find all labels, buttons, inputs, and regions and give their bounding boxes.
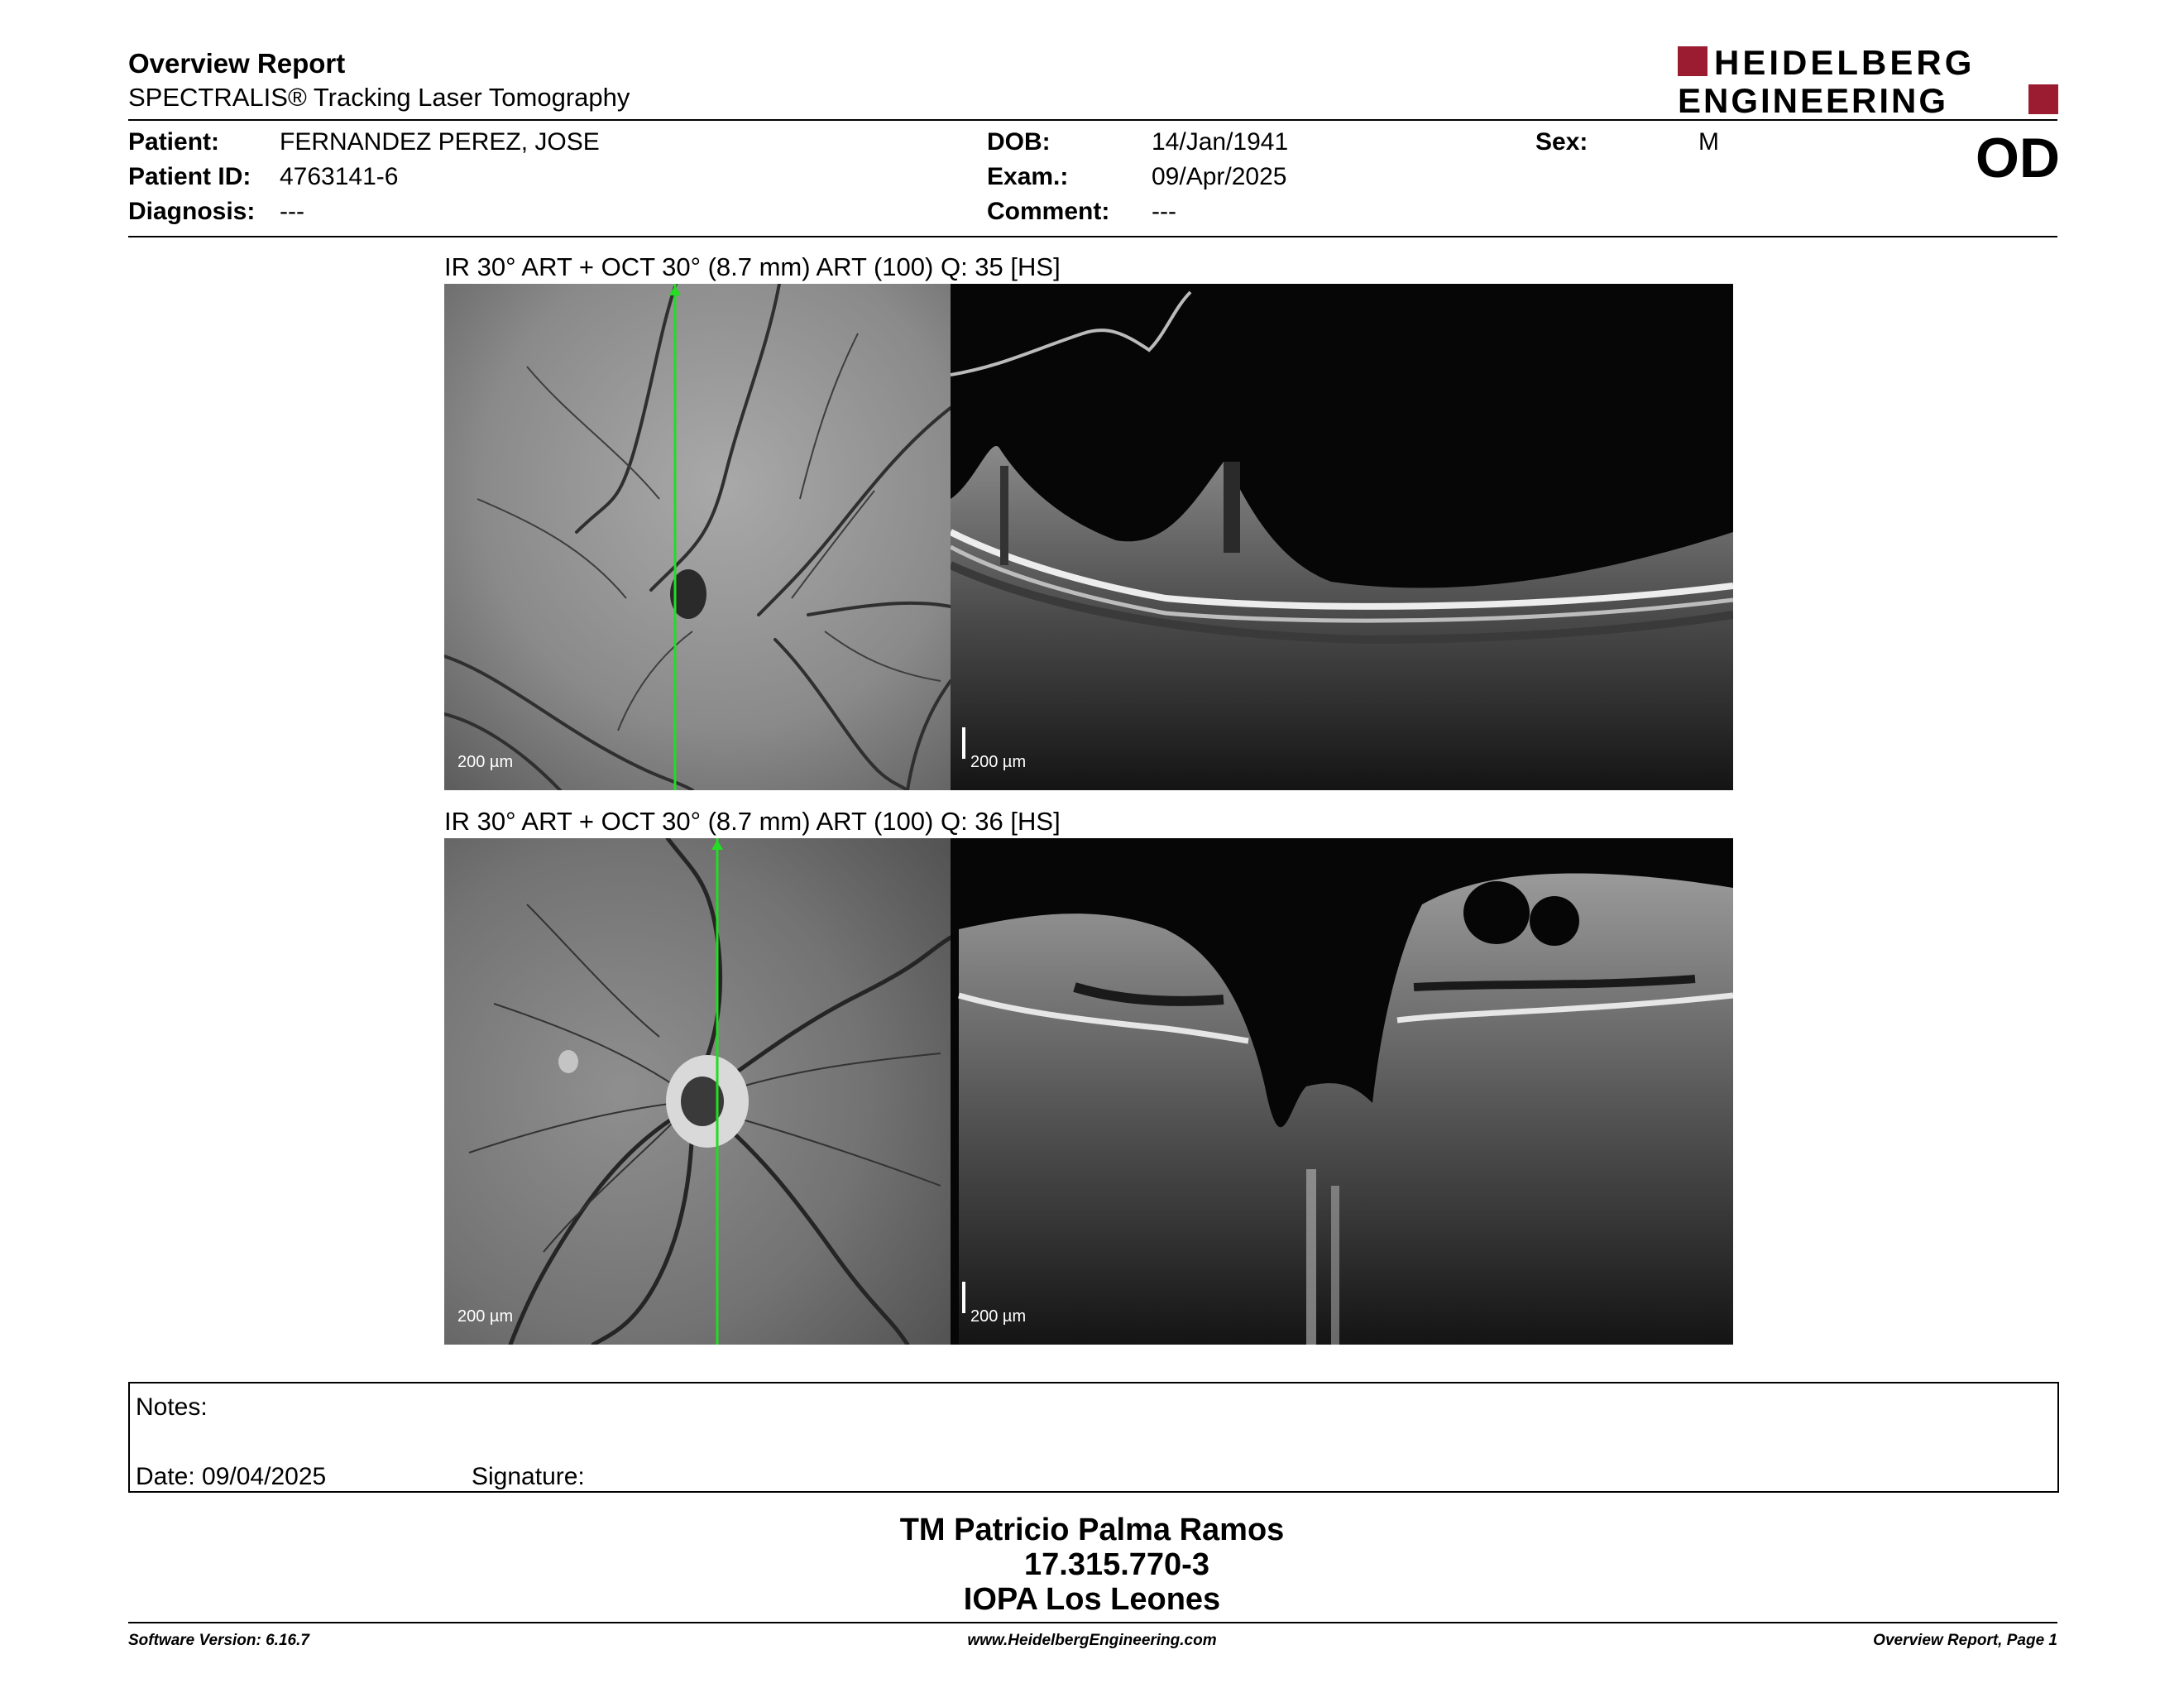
patient-name: FERNANDEZ PEREZ, JOSE <box>280 128 600 156</box>
fundus-image <box>444 284 951 790</box>
notes-box[interactable] <box>128 1382 2059 1493</box>
signer-name: TM Patricio Palma Ramos <box>899 1513 1285 1547</box>
patient-id-label: Patient ID: <box>128 163 251 190</box>
diagnosis-label: Diagnosis: <box>128 198 256 225</box>
dob-value: 14/Jan/1941 <box>1152 128 1289 156</box>
comment-label: Comment: <box>987 198 1110 225</box>
footer-divider <box>128 1622 2057 1623</box>
oct-bscan-image <box>951 284 1733 790</box>
comment-value: --- <box>1152 198 1176 225</box>
fundus-image <box>444 838 951 1345</box>
oct-scale-bar <box>962 727 965 759</box>
patient-label: Patient: <box>128 128 220 156</box>
signer-institution: IOPA Los Leones <box>963 1582 1221 1617</box>
dob-label: DOB: <box>987 128 1051 156</box>
exam-label: Exam.: <box>987 163 1069 190</box>
website-link[interactable]: www.HeidelbergEngineering.com <box>967 1632 1217 1649</box>
patient-divider <box>128 236 2057 237</box>
sex-value: M <box>1698 128 1719 156</box>
heidelberg-logo <box>1678 43 2058 116</box>
notes-label: Notes: <box>136 1393 208 1421</box>
diagnosis-value: --- <box>280 198 304 225</box>
oct-bscan-image <box>951 838 1733 1345</box>
notes-date: Date: 09/04/2025 <box>136 1463 327 1490</box>
signer-id: 17.315.770-3 <box>1024 1547 1209 1582</box>
oct-scale-bar <box>962 1282 965 1313</box>
sex-label: Sex: <box>1535 128 1588 156</box>
fundus-scale-label: 200 µm <box>457 753 514 771</box>
software-version: Software Version: 6.16.7 <box>128 1632 309 1649</box>
report-subtitle: SPECTRALIS® Tracking Laser Tomography <box>128 83 630 112</box>
eye-indicator: OD <box>1976 127 2060 189</box>
scan-caption: IR 30° ART + OCT 30° (8.7 mm) ART (100) Q: 36 [HS] <box>444 807 1061 836</box>
logo-line1: HEIDELBERG <box>1714 43 1976 82</box>
exam-value: 09/Apr/2025 <box>1152 163 1287 190</box>
report-title: Overview Report <box>128 48 346 79</box>
patient-id: 4763141-6 <box>280 163 399 190</box>
oct-scale-label: 200 µm <box>970 753 1027 771</box>
page-indicator: Overview Report, Page 1 <box>1873 1632 2057 1649</box>
fundus-scale-label: 200 µm <box>457 1307 514 1326</box>
scan-caption: IR 30° ART + OCT 30° (8.7 mm) ART (100) Q: 35 [HS] <box>444 252 1061 281</box>
header-divider <box>128 119 2057 121</box>
oct-scale-label: 200 µm <box>970 1307 1027 1326</box>
logo-line2: ENGINEERING <box>1678 81 1949 116</box>
signature-label: Signature: <box>472 1463 585 1490</box>
